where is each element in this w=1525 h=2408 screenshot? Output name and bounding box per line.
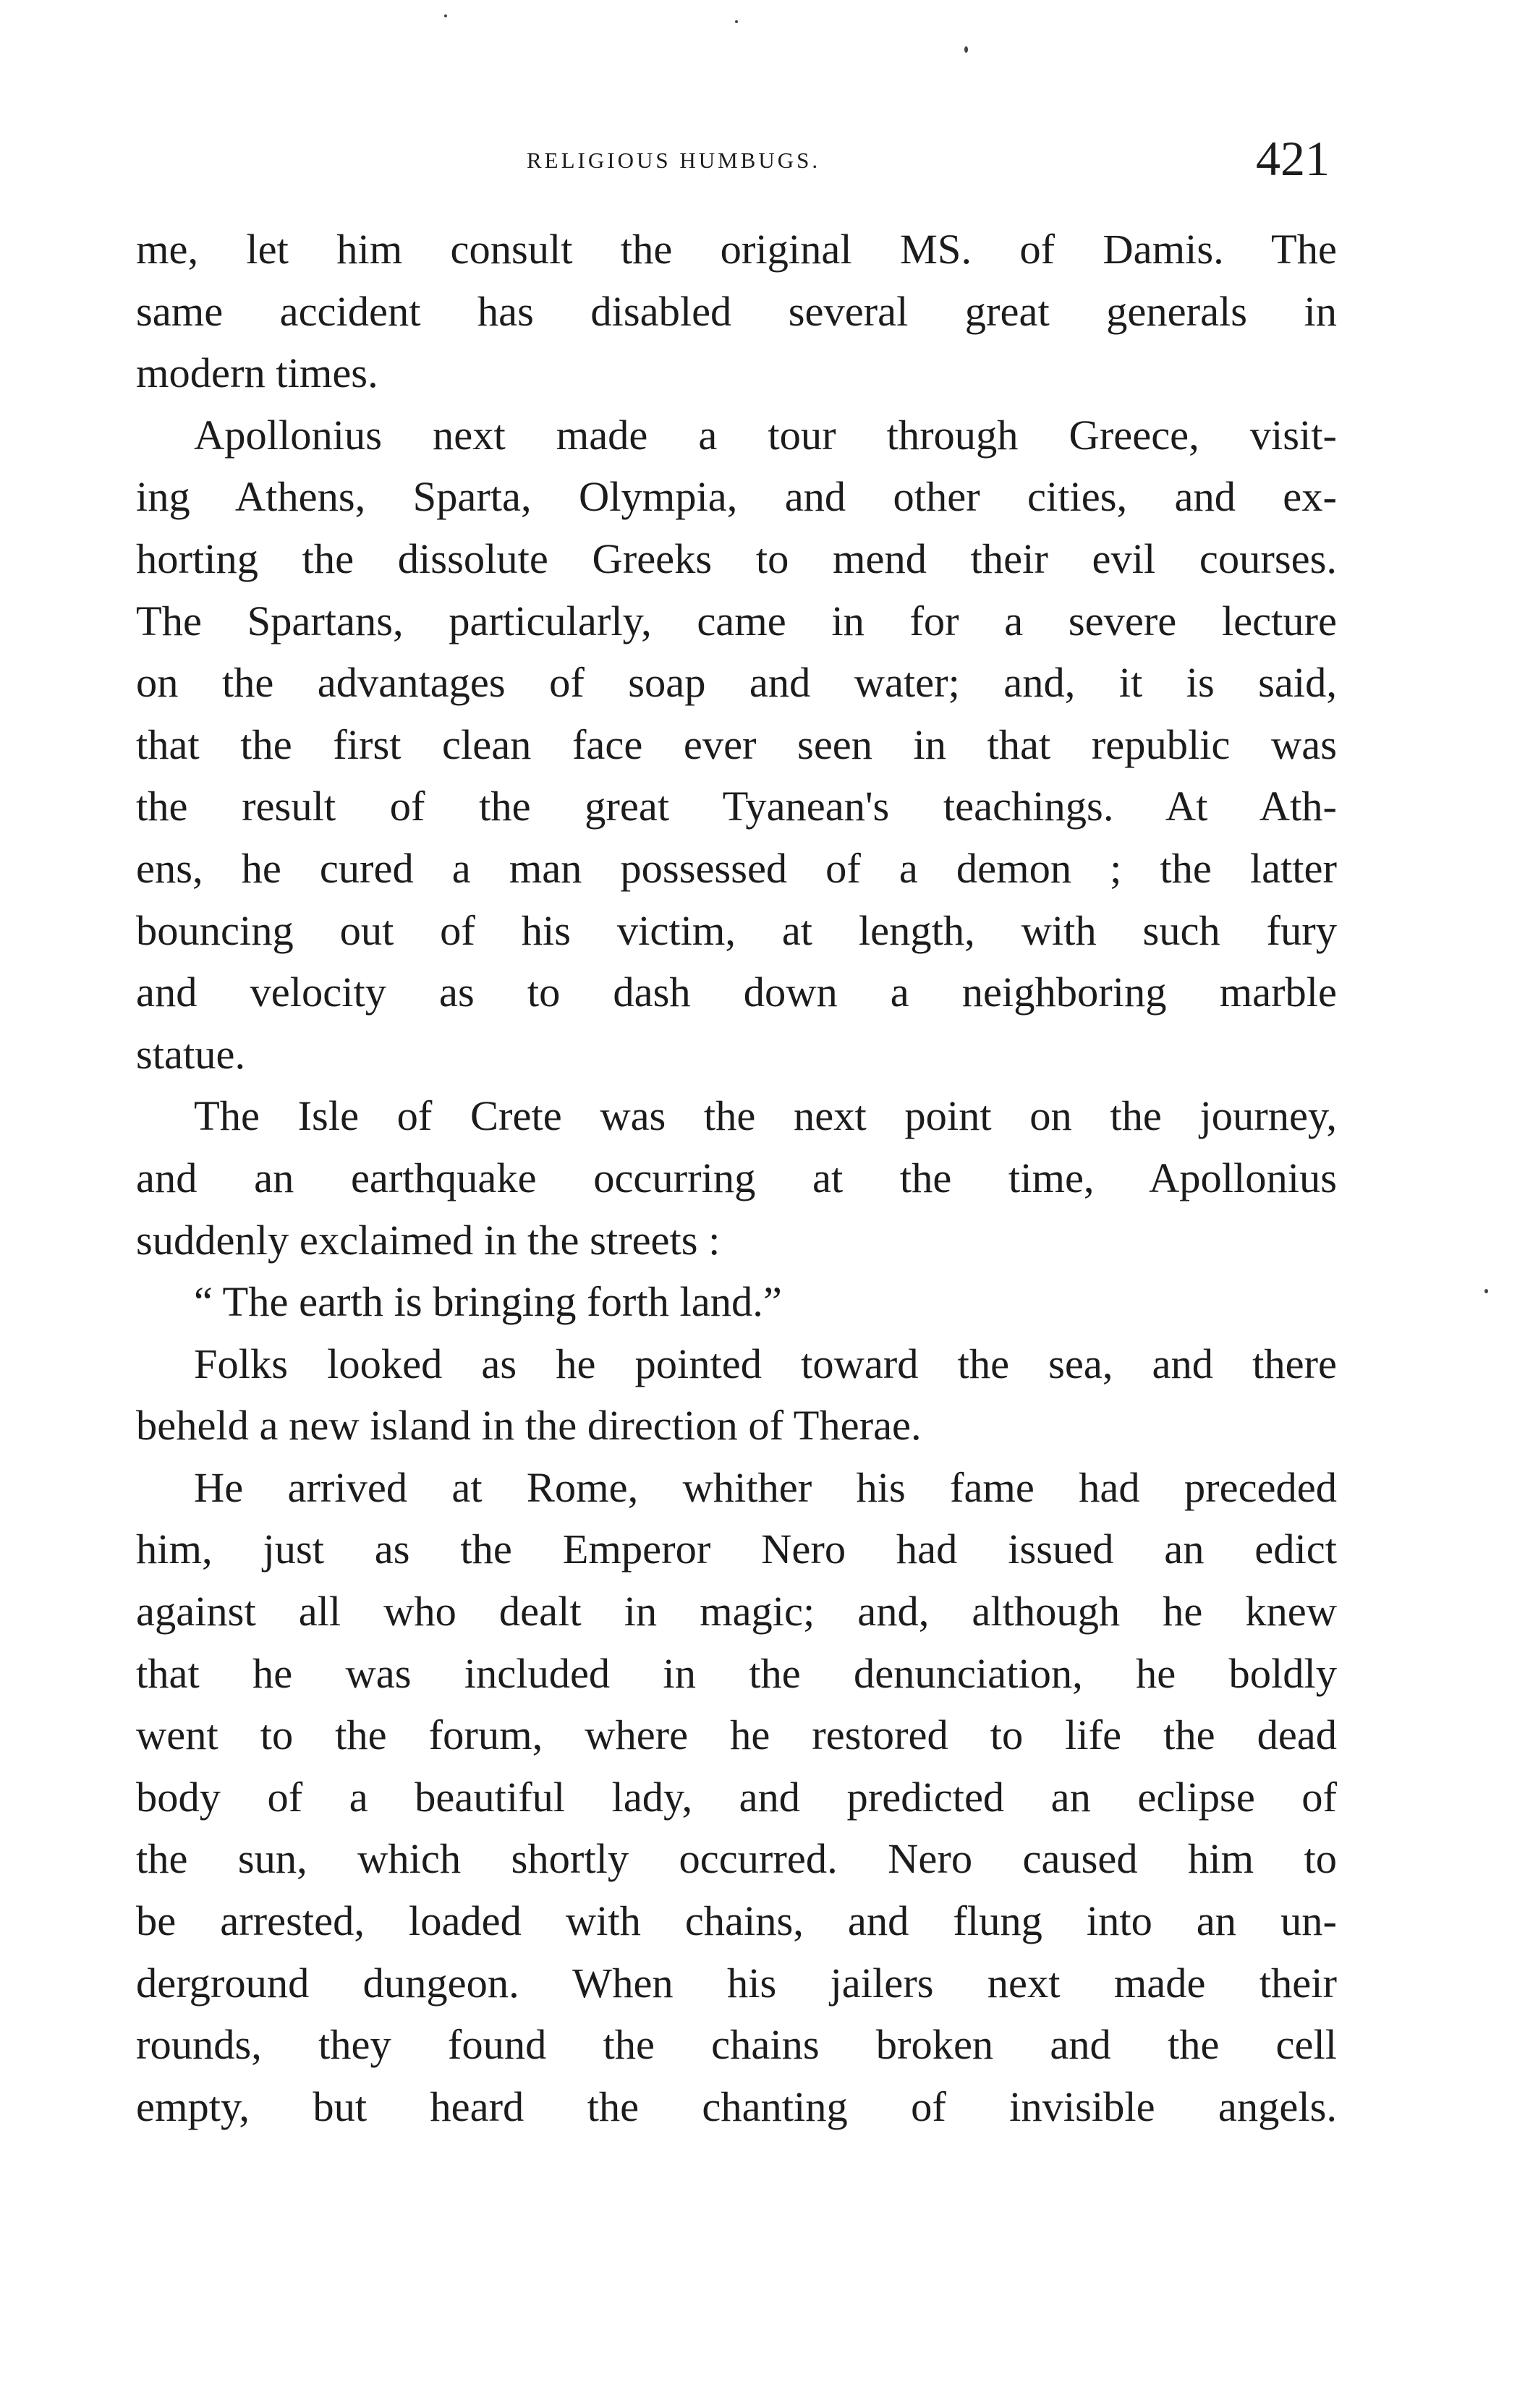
text-line: same accident has disabled several great generals in [136,287,1337,335]
paragraph [136,1271,1337,1333]
paragraph [136,1457,1337,2138]
print-speck [444,14,447,17]
text-line: the sun, which shortly occurred. Nero caused him to [136,1835,1337,1883]
text-line: be arrested, loaded with chains, and flung into an un- [136,1897,1337,1945]
text-line: Apollonius next made a tour through Greece, visit- [194,411,1337,459]
paragraph [136,404,1337,1086]
body-text [136,218,1337,2137]
text-line: me, let him consult the original MS. of Damis. The [136,226,1337,273]
paragraph [136,218,1337,404]
text-line: ing Athens, Sparta, Olympia, and other cities, and ex- [136,473,1337,521]
text-line: that the first clean face ever seen in that republic was [136,720,1337,768]
text-line: suddenly exclaimed in the streets : [136,1216,721,1264]
text-line: him, just as the Emperor Nero had issued an edict [136,1526,1337,1573]
text-line: “ The earth is bringing forth land.” [194,1278,782,1326]
text-line: statue. [136,1030,246,1078]
text-line: The Spartans, particularly, came in for a severe lecture [136,597,1337,644]
text-line: empty, but heard the chanting of invisible angels. [136,2082,1337,2130]
page-number: 421 [1256,131,1330,186]
print-speck [735,20,738,23]
text-line: body of a beautiful lady, and predicted an eclipse of [136,1773,1337,1821]
text-line: ens, he cured a man possessed of a demon ; the latter [136,844,1337,892]
text-line: He arrived at Rome, whither his fame had preceded [194,1463,1337,1511]
text-line: The Isle of Crete was the next point on the journey, [194,1092,1337,1140]
paragraph [136,1085,1337,1271]
text-line: horting the dissolute Greeks to mend their evil courses. [136,535,1337,582]
text-line: Folks looked as he pointed toward the sea, and there [194,1340,1337,1387]
text-line: rounds, they found the chains broken and the cell [136,2021,1337,2069]
text-line: against all who dealt in magic; and, although he knew [136,1588,1337,1635]
text-line: that he was included in the denunciation, he boldly [136,1649,1337,1697]
text-line: the result of the great Tyanean's teachings. At Ath- [136,783,1337,830]
text-line: and velocity as to dash down a neighboring marble [136,969,1337,1016]
text-line: modern times. [136,349,378,397]
paragraph [136,1333,1337,1457]
text-line: derground dungeon. When his jailers next made their [136,1959,1337,2007]
text-line: on the advantages of soap and water; and, it is said, [136,659,1337,707]
text-line: went to the forum, where he restored to life the dead [136,1711,1337,1759]
text-line: bouncing out of his victim, at length, with such fury [136,906,1337,954]
page-header [136,130,1337,195]
print-speck [1484,1289,1488,1293]
text-line: and an earthquake occurring at the time, Apollonius [136,1154,1337,1201]
print-speck [964,46,968,53]
text-line: beheld a new island in the direction of Therae. [136,1402,922,1450]
running-title: religious humbugs. [527,140,821,175]
